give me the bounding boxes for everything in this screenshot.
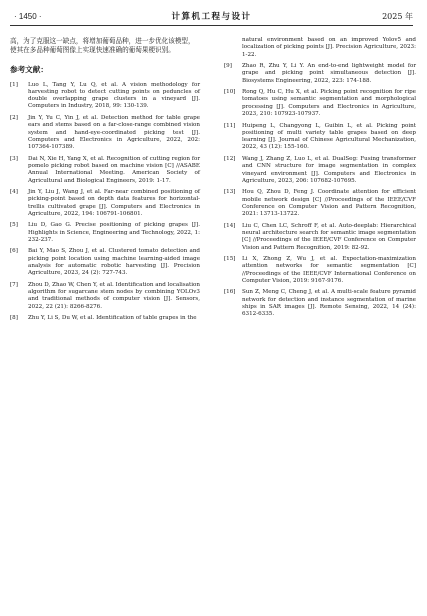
reference-text: Rong Q, Hu C, Hu X, et al. Picking point recognition for ripe tomatoes using semantic segmentation and morphological processing [J]. Computers and Electronics in Agriculture, 2023, 210: 107923-107937. (242, 89, 416, 118)
reference-number: [2] (10, 114, 18, 121)
reference-item (224, 223, 416, 252)
reference-text: Jin Y, Yu C, Yin J, et al. Detection method for table grape ears and stems based on a far-close-range combined vision system and hand-eye-coordinated picking test [J]. Computers and Electronics in Agriculture, 2022, 202: 107364-107389. (28, 114, 200, 151)
reference-item (10, 189, 200, 218)
reference-list-left (10, 82, 200, 323)
reference-text: Li X, Zhong Z, Wu J, et al. Expectation-maximization attention networks for semantic segmentation [C] //Proceedings of the IEEE/CVF International Conference on Computer Vision, 2019: 9167-9176. (242, 256, 416, 284)
reference-item (224, 189, 416, 218)
reference-number: [15] (224, 256, 236, 263)
reference-text: Zhu Y, Li S, Du W, et al. Identification of table grapes in the (28, 315, 197, 322)
reference-number: [6] (10, 248, 18, 255)
reference-text: Wang J, Zhang Z, Luo L, et al. DualSeg: Fusing transformer and CNN structure for image segmentation in complex vineyard environment [J]. Computers and Electronics in Agriculture, 2023, 206: 107682-107695. (242, 155, 416, 184)
page-number: · 1450 · (14, 12, 42, 21)
body-paragraph: 高，为了克服这一缺点，将增加葡萄品种，进一步优化该模型，使其在多品种葡萄图像上实现快速准确的葡萄果梗识别。 (10, 37, 195, 54)
reference-number: [9] (224, 63, 232, 70)
reference-number: [10] (224, 89, 236, 96)
reference-number: [16] (224, 289, 236, 296)
reference-number: [13] (224, 189, 236, 196)
reference-number: [14] (224, 222, 236, 229)
reference-text: Liu D, Gao G. Precise positioning of picking grapes [J]. Highlights in Science, Engineering and Technology, 2022, 1: 232-237. (28, 222, 200, 243)
reference-item (224, 89, 416, 118)
reference-text: Dai N, Xie H, Yang X, et al. Recognition of cutting region for pomelo picking robot based on machine vision [C] //ASABE Annual International Meeting. American Society of Agricultural and Biological Engineers, 2019: 1-17. (28, 155, 200, 184)
reference-text: Jin Y, Liu J, Wang J, et al. Far-near combined positioning of picking-point based on depth data features for horizontal-trellis cultivated grape [J]. Computers and Electronics in Agriculture, 2022, 194: 106791-106801. (28, 189, 200, 217)
reference-number: [5] (10, 222, 18, 229)
reference-text: Huipeng L, Changyong L, Guibin L, et al. Picking point positioning of multi variety table grapes based on deep learning [J]. Journal of Chinese Agricultural Mechanization, 2022, 43 (12): 155-160. (242, 122, 416, 151)
reference-item (10, 222, 200, 244)
reference-number: [8] (10, 315, 18, 322)
reference-item (10, 115, 200, 151)
reference-text: Zhou D, Zhao W, Chen Y, et al. Identification and localisation algorithm for sugarcane stem nodes by combining YOLOv3 and traditional methods of computer vision [J]. Sensors, 2022, 22 (21): 8266-8276. (28, 281, 200, 310)
reference-item (224, 289, 416, 318)
reference-item (10, 82, 200, 111)
reference-list-right (224, 63, 416, 319)
reference-number: [4] (10, 189, 18, 196)
reference-item (224, 63, 416, 85)
reference-text: Luo L, Tang Y, Lu Q, et al. A vision methodology for harvesting robot to detect cutting points on peduncles of double overlapping grape clusters in a vineyard [J]. Computers in Industry, 2018, 99: 130-139. (28, 81, 200, 110)
reference-continuation: natural environment based on an improved Yolov5 and localization of picking points [J]. Precision Agriculture, 2023: 1-22. (242, 37, 416, 58)
left-column (10, 37, 200, 327)
reference-text: Liu C, Chen LC, Schroff F, et al. Auto-deeplab: Hierarchical neural architecture search for semantic image segmentation [C] //Proceedings of the IEEE/CVF Conference on Computer Vision and Pattern Recognition, 2019: 82-92. (242, 222, 416, 251)
reference-item (224, 123, 416, 152)
reference-item (10, 248, 200, 277)
reference-text: Sun Z, Meng C, Cheng J, et al. A multi-scale feature pyramid network for detection and instance segmentation of marine ships in SAR images [J]. Remote Sensing, 2022, 14 (24): 6312-6335. (242, 289, 416, 318)
journal-title: 计算机工程与设计 (171, 12, 252, 22)
publication-year: 2025 年 (382, 12, 413, 21)
reference-number: [3] (10, 155, 18, 162)
reference-number: [1] (10, 81, 18, 88)
reference-item (224, 256, 416, 285)
reference-item (10, 156, 200, 185)
reference-number: [7] (10, 281, 18, 288)
reference-number: [12] (224, 155, 236, 162)
reference-item (10, 282, 200, 311)
references-heading: 参考文献： (10, 64, 48, 74)
reference-item (10, 315, 200, 322)
reference-item (224, 156, 416, 185)
right-column (224, 37, 416, 323)
reference-number: [11] (224, 122, 236, 129)
running-header (10, 11, 413, 26)
reference-text: Hou Q, Zhou D, Feng J. Coordinate attention for efficient mobile network design [C] //Proceedings of the IEEE/CVF Conference on Computer Vision and Pattern Recognition, 2021: 13713-13722. (242, 189, 416, 218)
reference-text: Bai Y, Mao S, Zhou J, et al. Clustered tomato detection and picking point location using machine learning-aided image analysis for automatic robotic harvesting [J]. Precision Agriculture, 2023, 24 (2): 727-743. (28, 248, 200, 277)
reference-text: Zhao R, Zhu Y, Li Y. An end-to-end lightweight model for grape and picking point simultaneous detection [J]. Biosystems Engineering, 2022, 223: 174-188. (242, 63, 416, 84)
